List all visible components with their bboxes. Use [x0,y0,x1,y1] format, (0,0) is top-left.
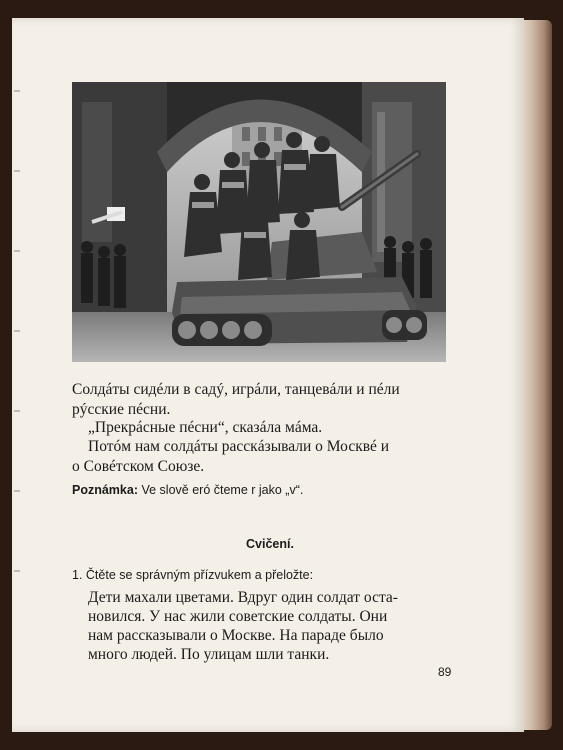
exercise-1-line-1: Дети махали цветами. Вдруг один солдат оста- [88,589,398,606]
note-label: Poznámka: [72,483,138,497]
book-page-edges [520,20,552,730]
paragraph-1-line-2: рýсские пéсни. [72,401,171,418]
exercise-1-line-4: много людей. По улицам шли танки. [88,646,330,663]
exercise-1-instruction: 1. Čtěte se správným přízvukem a přeložte: [72,568,314,582]
exercise-1-text [88,588,448,664]
paragraph-1-line-1: Солдáты сидéли в садý, игрáли, танцевáли и пéли [72,381,400,398]
binding-stitches [14,80,16,640]
tank-photo-illustration [72,82,446,362]
paragraph-2: „Прекрáсные пéсни“, сказáла мáма. [88,419,323,436]
note [72,483,452,497]
paragraph-3-line-1: Потóм нам солдáты расскáзывали о Москвé и [88,438,390,455]
note-text: Ve slově eró čteme r jako „v“. [138,483,304,497]
exercise-1-line-3: нам рассказывали о Москве. На параде было [88,627,384,644]
section-heading: Cvičení. [246,537,294,551]
exercise-1-line-2: новился. У нас жили советские солдаты. Они [88,608,388,625]
page-number: 89 [438,665,452,679]
tank-photo [72,82,446,362]
paragraph-1 [72,380,452,420]
paragraph-3-line-2: о Совéтском Союзе. [72,458,205,475]
paragraph-3 [72,437,452,477]
